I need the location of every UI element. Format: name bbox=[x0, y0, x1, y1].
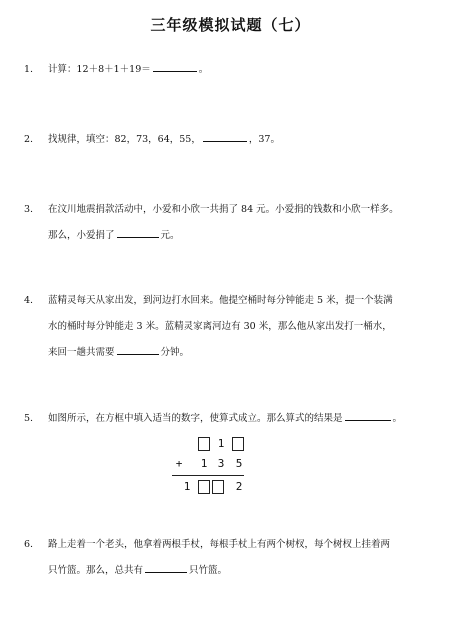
figure-digit: 1 bbox=[183, 480, 191, 493]
figure-digit: 5 bbox=[235, 457, 243, 470]
figure-digit: 1 bbox=[200, 457, 208, 470]
answer-blank[interactable] bbox=[117, 344, 159, 355]
figure-digit: 1 bbox=[217, 437, 225, 450]
question-text: 找规律，填空：82，73，64，55， bbox=[48, 134, 201, 145]
question-text-line2: 水的桶时每分钟能走 3 米。蓝精灵家离河边有 30 米，那么他从家出发打一桶水， bbox=[48, 321, 392, 332]
question-text-end: ，37。 bbox=[248, 134, 280, 145]
question-text-end: 分钟。 bbox=[160, 347, 190, 358]
addition-figure bbox=[170, 434, 250, 498]
digit-box[interactable] bbox=[212, 480, 224, 494]
question-text-line3: 来回一趟共需要 bbox=[48, 347, 115, 358]
figure-digit: 3 bbox=[217, 457, 225, 470]
digit-box[interactable] bbox=[198, 437, 210, 451]
answer-blank[interactable] bbox=[145, 562, 187, 573]
question-4 bbox=[24, 288, 434, 366]
digit-box[interactable] bbox=[232, 437, 244, 451]
question-text-line1: 在汶川地震捐款活动中，小爱和小欣一共捐了 84 元。小爱捐的钱数和小欣一样多。 bbox=[48, 204, 399, 215]
question-text-line1: 蓝精灵每天从家出发，到河边打水回来。他提空桶时每分钟能走 5 米，提一个装满 bbox=[48, 295, 393, 306]
question-text: 计算：12＋8＋1＋19＝ bbox=[48, 64, 151, 75]
plus-sign: + bbox=[175, 457, 183, 470]
sum-line bbox=[172, 475, 244, 476]
question-5 bbox=[24, 406, 434, 432]
figure-row-3 bbox=[170, 479, 250, 495]
question-text-end: 。 bbox=[198, 64, 209, 75]
answer-blank[interactable] bbox=[117, 227, 159, 238]
question-number: 4. bbox=[24, 295, 34, 306]
figure-row-1 bbox=[170, 436, 250, 452]
question-number: 5. bbox=[24, 413, 34, 424]
question-number: 1. bbox=[24, 64, 34, 75]
question-text-line2: 那么，小爱捐了 bbox=[48, 230, 115, 241]
page-title: 三年级模拟试题（七） bbox=[150, 16, 311, 34]
question-number: 2. bbox=[24, 134, 34, 145]
question-1 bbox=[24, 57, 434, 83]
figure-row-2 bbox=[170, 456, 250, 472]
question-number: 3. bbox=[24, 204, 34, 215]
figure-digit: 2 bbox=[235, 480, 243, 493]
question-text-end: 元。 bbox=[160, 230, 180, 241]
question-number: 6. bbox=[24, 539, 34, 550]
question-text-end: 。 bbox=[392, 413, 403, 424]
answer-blank[interactable] bbox=[153, 61, 197, 72]
digit-box[interactable] bbox=[198, 480, 210, 494]
question-text-line2: 只竹篮。那么，总共有 bbox=[48, 565, 144, 576]
question-2 bbox=[24, 127, 434, 153]
question-text-line1: 路上走着一个老头，他拿着两根手杖，每根手杖上有两个树杈，每个树杈上挂着两 bbox=[48, 539, 391, 550]
answer-blank[interactable] bbox=[203, 131, 247, 142]
question-3 bbox=[24, 197, 434, 249]
answer-blank[interactable] bbox=[345, 410, 391, 421]
question-text-end: 只竹篮。 bbox=[189, 565, 228, 576]
question-text: 如图所示，在方框中填入适当的数字，使算式成立。那么算式的结果是 bbox=[48, 413, 343, 424]
question-6 bbox=[24, 532, 434, 584]
